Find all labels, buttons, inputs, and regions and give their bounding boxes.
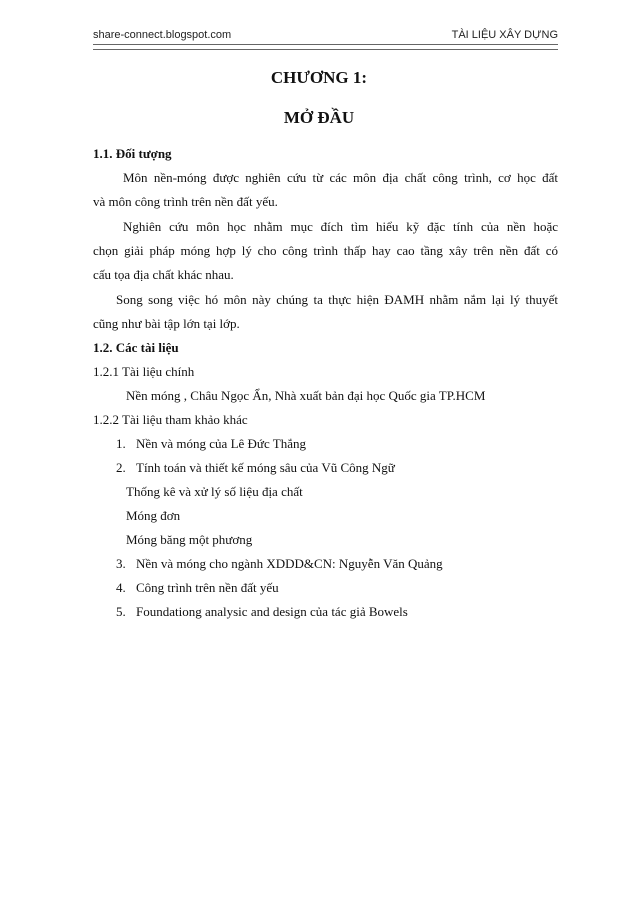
list-item-text: Nền và móng của Lê Đức Thắng bbox=[136, 436, 306, 451]
list-item bbox=[116, 556, 443, 572]
p2-line1: Nghiên cứu môn học nhằm mục đích tìm hiểu kỹ đặc tính của nền hoặc bbox=[123, 219, 558, 234]
chapter-title: MỞ ĐẦU bbox=[283, 108, 355, 127]
list-item-text: Foundationg analysic and design của tác giả Bowels bbox=[136, 604, 408, 619]
list-item-text: Công trình trên nền đất yếu bbox=[136, 580, 279, 595]
p3-line1: Song song việc hó môn này chúng ta thực hiện ĐAMH nhằm nắm lại lý thuyết bbox=[116, 292, 558, 307]
section-2-heading: 1.2. Các tài liệu bbox=[93, 340, 179, 355]
header-site: share-connect.blogspot.com bbox=[93, 29, 232, 41]
sub-reference: Thống kê và xử lý số liệu địa chất bbox=[126, 484, 303, 499]
header-category: TÀI LIỆU XÂY DỰNG bbox=[451, 29, 558, 41]
header-divider bbox=[93, 44, 558, 50]
p3-line2: cũng như bài tập lớn tại lớp. bbox=[93, 316, 240, 331]
sub-reference: Móng đơn bbox=[126, 508, 181, 523]
p1-line1: Môn nền-móng được nghiên cứu từ các môn địa chất công trình, cơ học đất bbox=[123, 170, 558, 185]
p1-line2: và môn công trình trên nền đất yếu. bbox=[93, 194, 278, 209]
subsection-other-docs: 1.2.2 Tài liệu tham khảo khác bbox=[93, 412, 248, 427]
list-item bbox=[116, 580, 279, 596]
section-1-heading: 1.1. Đối tượng bbox=[93, 146, 172, 161]
list-item-text: Tính toán và thiết kế móng sâu của Vũ Công Ngữ bbox=[136, 460, 395, 475]
list-item-number: 4. bbox=[116, 580, 126, 595]
list-item bbox=[116, 460, 395, 476]
list-item-number: 5. bbox=[116, 604, 126, 619]
subsection-main-docs: 1.2.1 Tài liệu chính bbox=[93, 364, 195, 379]
list-item-number: 2. bbox=[116, 460, 126, 475]
chapter-number: CHƯƠNG 1: bbox=[270, 68, 368, 87]
list-item bbox=[116, 604, 408, 620]
list-item-text: Nền và móng cho ngành XDDD&CN: Nguyễn Văn Quảng bbox=[136, 556, 443, 571]
list-item-number: 3. bbox=[116, 556, 126, 571]
sub-reference: Móng băng một phương bbox=[126, 532, 253, 547]
list-item-number: 1. bbox=[116, 436, 126, 451]
page-header bbox=[93, 29, 558, 45]
main-reference: Nền móng , Châu Ngọc Ẩn, Nhà xuất bản đại học Quốc gia TP.HCM bbox=[126, 388, 486, 403]
list-item bbox=[116, 436, 306, 452]
p2-line2: chọn giải pháp móng hợp lý cho công trình thấp hay cao tầng xây trên nền đất có bbox=[93, 243, 558, 258]
p2-line3: cấu tọa địa chất khác nhau. bbox=[93, 267, 234, 282]
